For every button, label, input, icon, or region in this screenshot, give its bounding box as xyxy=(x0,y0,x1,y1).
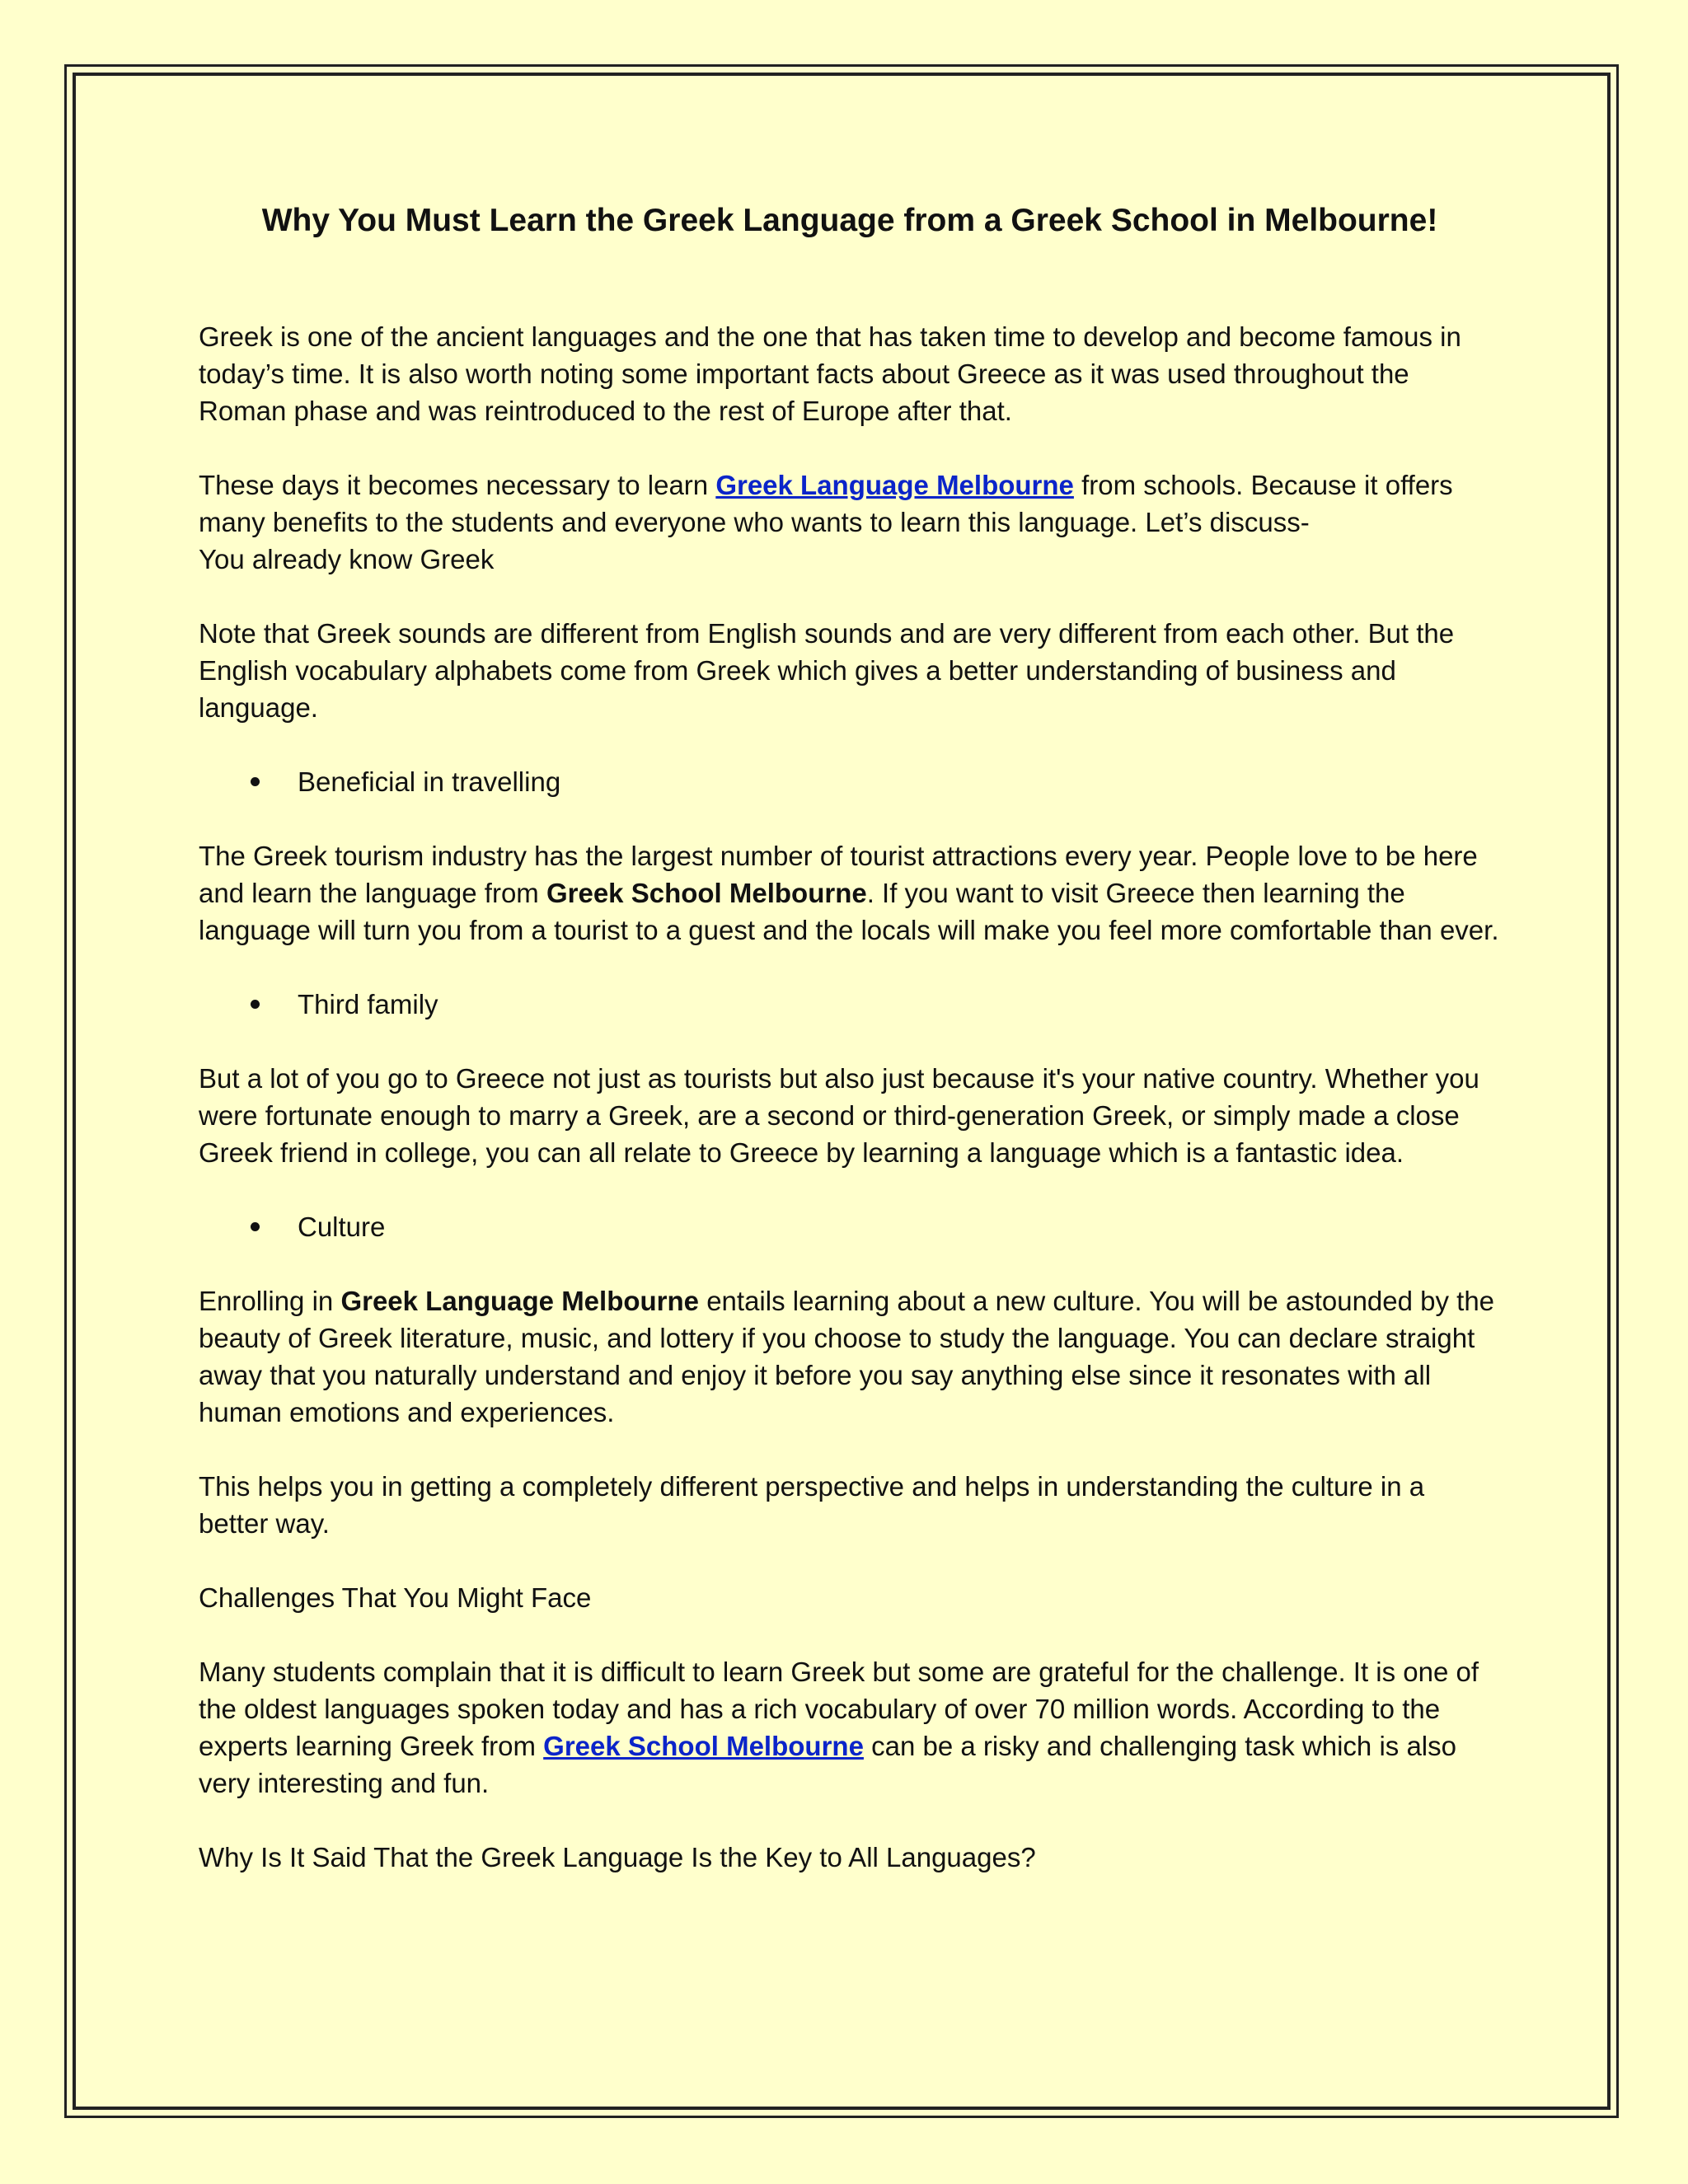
tourism-paragraph xyxy=(199,837,1501,949)
culture-paragraph-text-after: entails learning about a new culture. You will be astounded by the beauty of Greek literature, music, and lottery if you choose to study the language. You can declare straight away that you naturally understand and enjoy it before you say anything else since it resonates with all human emotions and experiences. xyxy=(199,1286,1495,1427)
document-title: Why You Must Learn the Greek Language from a Greek School in Melbourne! xyxy=(261,203,1438,238)
greek-school-melbourne-link[interactable]: Greek School Melbourne xyxy=(543,1731,864,1761)
challenges-paragraph xyxy=(199,1653,1501,1802)
native-country-paragraph: But a lot of you go to Greece not just as tourists but also just because it's your native country. Whether you were fortunate enough to marry a Greek, are a second or third-generation Greek, or simply made a close Greek friend in college, you can all relate to Greece by learning a language which is a fantastic idea. xyxy=(199,1063,1479,1168)
bullet-label: Culture xyxy=(298,1212,386,1242)
schools-paragraph-text-before: These days it becomes necessary to learn xyxy=(199,470,716,500)
tourism-paragraph-text-before: The Greek tourism industry has the largest number of tourist attractions every year. People love to be here and learn the language from xyxy=(199,841,1478,908)
bullet-item-culture xyxy=(199,1208,1501,1245)
greek-language-melbourne-bold: Greek Language Melbourne xyxy=(340,1286,700,1316)
schools-paragraph-text-after: from schools. Because it offers many benefits to the students and everyone who wants to learn this language. Let’s discuss- xyxy=(199,470,1453,537)
tourism-paragraph-text-after: . If you want to visit Greece then learning the language will turn you from a tourist to a guest and the locals will make you feel more comfortable than ever. xyxy=(199,878,1499,945)
intro-paragraph: Greek is one of the ancient languages and the one that has taken time to develop and become famous in today’s time. It is also worth noting some important facts about Greece as it was used throughout the Roman phase and was reintroduced to the rest of Europe after that. xyxy=(199,321,1461,426)
bullet-dot-icon xyxy=(251,777,260,786)
schools-paragraph xyxy=(199,466,1501,541)
challenges-paragraph-text-after: can be a risky and challenging task which is also very interesting and fun. xyxy=(199,1731,1456,1798)
bullet-label: Third family xyxy=(298,989,438,1019)
bullet-label: Beneficial in travelling xyxy=(298,766,561,797)
culture-paragraph-text-before: Enrolling in xyxy=(199,1286,341,1316)
challenges-paragraph-text-before: Many students complain that it is difficult to learn Greek but some are grateful for the challenge. It is one of the oldest languages spoken today and has a rich vocabulary of over 70 million words. According to the experts learning Greek from xyxy=(199,1657,1479,1761)
subheading-you-already-know-greek: You already know Greek xyxy=(199,544,495,574)
subheading-key-to-all-languages: Why Is It Said That the Greek Language Is the Key to All Languages? xyxy=(199,1842,1036,1872)
bullet-dot-icon xyxy=(251,1000,260,1009)
bullet-dot-icon xyxy=(251,1222,260,1231)
subheading-challenges: Challenges That You Might Face xyxy=(199,1582,592,1613)
greek-school-melbourne-bold: Greek School Melbourne xyxy=(546,878,867,908)
greek-sounds-paragraph: Note that Greek sounds are different from English sounds and are very different from each other. But the English vocabulary alphabets come from Greek which gives a better understanding of business and language. xyxy=(199,618,1455,723)
document-body xyxy=(199,196,1501,1913)
culture-paragraph xyxy=(199,1282,1501,1431)
greek-language-melbourne-link[interactable]: Greek Language Melbourne xyxy=(715,470,1074,500)
bullet-item-travelling xyxy=(199,763,1501,800)
perspective-paragraph: This helps you in getting a completely different perspective and helps in understanding the culture in a better way. xyxy=(199,1471,1425,1539)
bullet-item-third-family xyxy=(199,986,1501,1023)
